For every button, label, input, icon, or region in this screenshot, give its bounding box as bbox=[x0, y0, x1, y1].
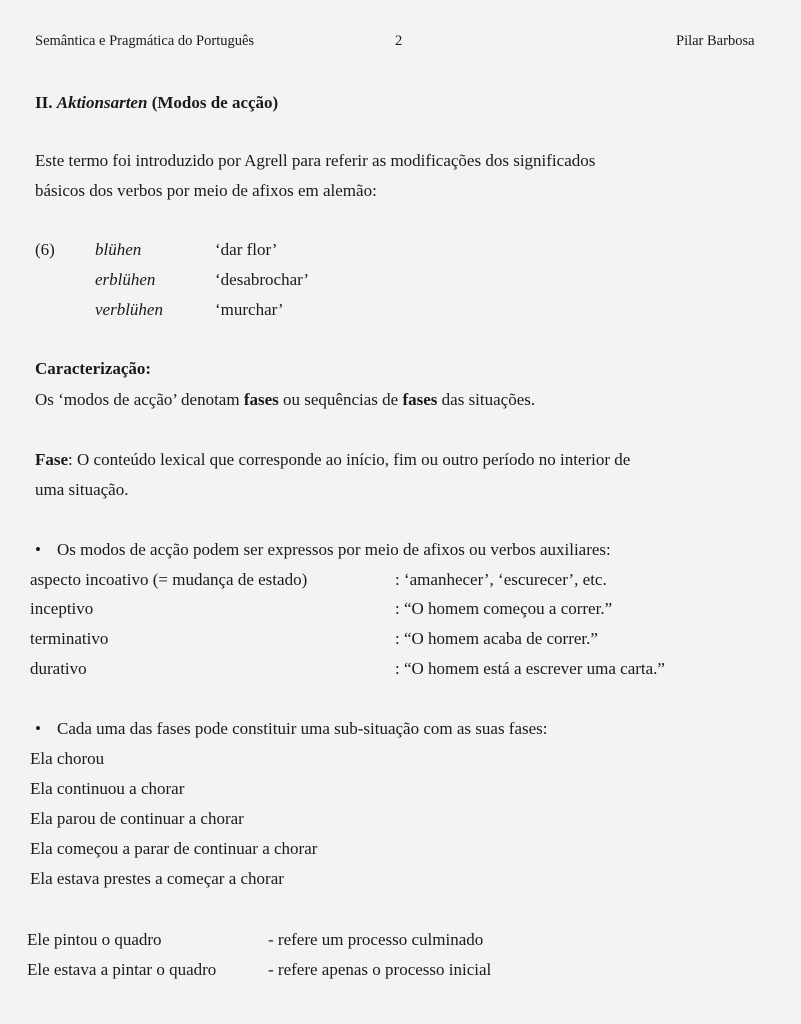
contrast-sentence: Ele estava a pintar o quadro bbox=[27, 960, 217, 979]
example-gloss: ‘murchar’ bbox=[215, 300, 284, 319]
aspect-example: : “O homem começou a correr.” bbox=[395, 599, 613, 618]
caracterizacao-heading: Caracterização: bbox=[35, 359, 152, 378]
intro-line-2: básicos dos verbos por meio de afixos em alemão: bbox=[35, 181, 377, 200]
example-sentence: Ela começou a parar de continuar a chorar bbox=[30, 839, 318, 858]
header-course-title: Semântica e Pragmática do Português bbox=[35, 33, 255, 49]
bullet-icon: • bbox=[35, 540, 41, 559]
contrast-comment: - refere um processo culminado bbox=[268, 930, 484, 949]
example-verb: blühen bbox=[95, 240, 142, 259]
bullet-item: • Cada uma das fases pode constituir uma sub-situação com as suas fases: bbox=[35, 719, 548, 738]
header-page-number: 2 bbox=[395, 33, 403, 49]
contrast-comment: - refere apenas o processo inicial bbox=[268, 960, 492, 979]
example-gloss: ‘dar flor’ bbox=[215, 240, 278, 259]
example-sentence: Ela parou de continuar a chorar bbox=[30, 809, 244, 828]
header-author: Pilar Barbosa bbox=[676, 33, 755, 49]
aspect-term: inceptivo bbox=[30, 599, 94, 618]
fase-definition: Fase: O conteúdo lexical que corresponde ao início, fim ou outro período no interior de bbox=[35, 450, 631, 469]
example-verb: verblühen bbox=[95, 300, 163, 319]
example-sentence: Ela estava prestes a começar a chorar bbox=[30, 869, 284, 888]
example-sentence: Ela chorou bbox=[30, 749, 105, 768]
aspect-term: aspecto incoativo (= mudança de estado) bbox=[30, 570, 308, 589]
caracterizacao-text: Os ‘modos de acção’ denotam fases ou sequências de fases das situações. bbox=[35, 390, 536, 409]
section-title: II. Aktionsarten (Modos de acção) bbox=[35, 93, 279, 112]
aspect-example: : ‘amanhecer’, ‘escurecer’, etc. bbox=[395, 570, 607, 589]
fase-term: Fase bbox=[35, 450, 69, 469]
example-number: (6) bbox=[35, 240, 55, 259]
aspect-example: : “O homem acaba de correr.” bbox=[395, 629, 598, 648]
section-title-italic: Aktionsarten bbox=[56, 93, 148, 112]
contrast-sentence: Ele pintou o quadro bbox=[27, 930, 162, 949]
aspect-term: durativo bbox=[30, 659, 87, 678]
intro-line-1: Este termo foi introduzido por Agrell para referir as modificações dos significados bbox=[35, 151, 596, 170]
bullet-icon: • bbox=[35, 719, 41, 738]
aspect-term: terminativo bbox=[30, 629, 109, 648]
example-gloss: ‘desabrochar’ bbox=[215, 270, 310, 289]
fase-definition-cont: uma situação. bbox=[35, 480, 129, 499]
example-sentence: Ela continuou a chorar bbox=[30, 779, 185, 798]
bullet-item: • Os modos de acção podem ser expressos por meio de afixos ou verbos auxiliares: bbox=[35, 540, 611, 559]
aspect-example: : “O homem está a escrever uma carta.” bbox=[395, 659, 665, 678]
example-verb: erblühen bbox=[95, 270, 156, 289]
